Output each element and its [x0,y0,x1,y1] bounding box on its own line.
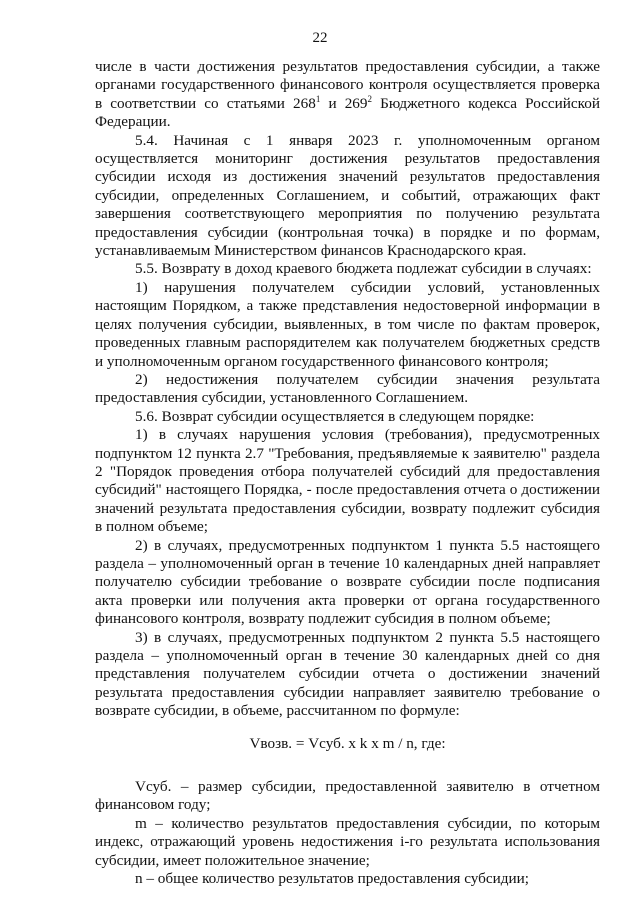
definition-m: m – количество результатов предоставления субсидии, по которым индекс, отражающий уровень недостижения i-го результата использования субсидии, имеет положительное значение; [95,814,600,869]
list-item-5-6-1: 1) в случаях нарушения условия (требования), предусмотренных подпунктом 12 пункта 2.7 "Требования, предъявляемые к заявителю" раздела 2 "Порядок проведения отбора получателей субсидий для предоставления субсидий" настоящего Порядка, - после предоставления отчета о достижении значений результата предоставления субсидии, возврату подлежит субсидия в полном объеме; [95,426,600,536]
paragraph-5-5: 5.5. Возврату в доход краевого бюджета подлежат субсидии в случаях: [135,260,592,278]
paragraph-text: числе в части достижения результатов предоставления субсидии, а также органами государственного финансового контроля осуществляется проверка в соответствии со статьями 268 [95,58,600,112]
paragraph-5-6: 5.6. Возврат субсидии осуществляется в следующем порядке: [135,407,535,425]
list-item-5-6-2: 2) в случаях, предусмотренных подпунктом 1 пункта 5.5 настоящего раздела – уполномоченный орган в течение 10 календарных дней направляет получателю субсидии требование о возврате субсидии после подписания акта проверки или получения акта проверки от органа государственного финансового контроля, возврату подлежит субсидия в полном объеме; [95,536,600,628]
paragraph-text: Бюджетного кодекса Российской Федерации. [95,94,600,131]
list-item-5-5-2: 2) недостижения получателем субсидии значения результата предоставления субсидии, установленного Соглашением. [95,370,600,407]
document-body [95,58,600,888]
list-item-5-6-3: 3) в случаях, предусмотренных подпунктом 2 пункта 5.5 настоящего раздела – уполномоченный орган в течение 30 календарных дней со дня представления получателем субсидии отчета о достижении значений результата предоставления субсидии направляет заявителю требование о возврате субсидии, в объеме, рассчитанном по формуле: [95,628,600,720]
formula: Vвозв. = Vсуб. x k x m / n, где: [249,734,446,752]
superscript: 2 [367,93,372,104]
definition-vsub: Vсуб. – размер субсидии, предоставленной заявителю в отчетном финансовом году; [95,778,600,814]
paragraph-text: и 269 [320,94,368,112]
paragraph-5-4: 5.4. Начиная с 1 января 2023 г. уполномоченным органом осуществляется мониторинг достижения результатов предоставления субсидии исходя из достижения значений результатов предоставления субсидии, определенных Соглашением, и событий, отражающих факт завершения соответствующего мероприятия по получению результата предоставления субсидии (контрольная точка) в порядке и по формам, устанавливаемым Министерством финансов Краснодарского края. [95,131,600,260]
superscript: 1 [315,93,321,104]
list-item-5-5-1: 1) нарушения получателем субсидии условий, установленных настоящим Порядком, а также представления недостоверной информации в целях получения субсидии, выявленных, в том числе по фактам проверок, проведенных главным распорядителем как получателем бюджетных средств и уполномоченным органом государственного финансового контроля; [95,278,600,370]
definition-n: n – общее количество результатов предоставления субсидии; [135,870,529,888]
paragraph-continuation [95,58,600,132]
page-number: 22 [312,30,328,46]
